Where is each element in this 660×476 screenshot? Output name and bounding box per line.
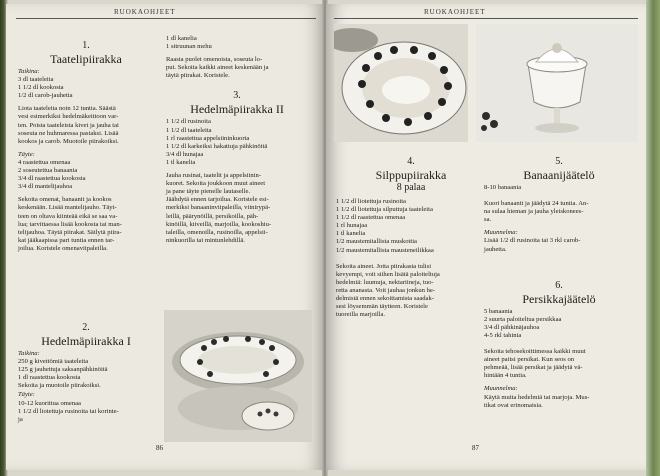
page-number: 87	[472, 444, 479, 452]
ingredient: 4 raastettua omenaa	[18, 158, 71, 166]
text-line: ninkuorilla tai mintunlehdillä.	[166, 236, 245, 244]
recipe-number: 6.	[555, 279, 563, 291]
header-rule	[334, 18, 638, 19]
ingredient: 1 dl kanelia	[166, 35, 197, 42]
instructions	[18, 105, 154, 145]
ingredient-list	[18, 76, 154, 100]
ingredient-list	[484, 308, 634, 340]
recipe-title: Taatelipiirakka	[50, 52, 122, 66]
ingredient: 1 1/2 dl kookosta	[18, 84, 64, 92]
text-line: Jauha rusinat, taatelit ja appelsiinin-	[166, 172, 262, 180]
text-line: kevyempi, voit siihen lisätä paloiteltuja	[336, 270, 440, 278]
instructions	[484, 348, 634, 380]
text-line: jauhetta.	[484, 245, 507, 253]
text-line: keskenään. Lisää mantelijauho. Täyt-	[18, 204, 117, 212]
recipe-number: 5.	[555, 156, 563, 167]
ingredient: 1 1/2 dl rusinoita	[166, 118, 211, 126]
ingredient-list	[484, 184, 634, 192]
recipe-title: Silppupiirakka	[375, 168, 447, 182]
ingredient-list	[18, 358, 154, 390]
left-column-1-recipe-2	[18, 322, 154, 429]
ingredient: 5 banaania	[484, 307, 513, 315]
text-line: ten. Poista taateleista kivet ja jauha tai	[18, 121, 119, 129]
text-line: aineet paitsi persikat. Kun seos on	[484, 356, 575, 364]
ingredient: 4-5 rkl tahinia	[484, 331, 522, 339]
text-line: Liota taateleita noin 12 tuntia. Säästä	[18, 105, 116, 113]
ingredient-list	[166, 35, 308, 51]
ingredient: 1 tl kanelia	[336, 230, 366, 238]
instructions	[166, 172, 308, 245]
ingredient: 2 soseutettua banaania	[18, 167, 78, 175]
section-label: Taikina:	[18, 68, 40, 75]
recipe-title: Hedelmäpiirakka II	[190, 102, 284, 117]
recipe-number: 1.	[82, 40, 90, 51]
ingredient: 1 dl raastettua kookosta	[18, 374, 81, 382]
left-column-2	[166, 35, 308, 250]
instructions	[484, 200, 634, 224]
instructions	[336, 263, 486, 320]
section-label: Täyte:	[18, 391, 35, 399]
text-line: Sekoita tehosekoittimessa kaikki muut	[484, 348, 586, 356]
ingredient: 3/4 dl mantelijauhoa	[18, 183, 73, 191]
text-line: kookos ja carob. Muotoile piirakoiksi.	[18, 137, 119, 145]
ingredient: 1 1/2 dl liotettuja rusinoita tai korinte-	[18, 407, 119, 415]
variant-label: Muunnelma:	[484, 229, 518, 237]
pie-photo	[164, 310, 312, 442]
recipe-title: Persikkajäätelö	[522, 291, 596, 306]
ingredient: 1 1/2 dl taateleita	[166, 126, 212, 134]
text-line: kinöillä, kiiveillä, marjoilla, kookoshiu-	[166, 220, 272, 228]
ingredient: 1 1/2 dl karkeiksi hakattuja pähkinöitä	[166, 142, 268, 150]
ingredient-list	[18, 400, 154, 424]
text-line: put. Sekoita kaikki aineet keskenään ja	[166, 64, 269, 72]
instructions	[166, 56, 308, 80]
text-line: tikat ovat erinomaisia.	[484, 401, 543, 409]
text-line: Käytä muita hedelmiä tai marjoja. Mus-	[484, 393, 590, 401]
text-line: leillä, päärynöillä, persikoilla, päh-	[166, 212, 259, 220]
book-cover-edge	[646, 0, 660, 476]
text-line: soseuta ne huhmaressa pastaksi. Lisää	[18, 129, 119, 137]
text-line: Jäähdytä ennen tarjoilua. Koristele esi-	[166, 196, 269, 204]
recipe-number: 2.	[82, 322, 90, 333]
ingredient: 1/2 maustemitallista muskottia	[336, 238, 417, 246]
ingredient: 3/4 dl pähkinäjauhoa	[484, 323, 540, 331]
text-line: joilua. Koristele omenaviipaleilla.	[18, 244, 108, 252]
text-line: sesi löysemmän täytteen. Koristele	[336, 303, 428, 311]
text-line: täytä piirakat. Koristele.	[166, 72, 230, 80]
ingredient: 3 dl taateleita	[18, 76, 54, 84]
text-line: merkiksi banaaninviipaleilla, viinirypä-	[166, 204, 271, 212]
ingredient: 10-12 kuorittua omenaa	[18, 399, 81, 407]
ingredient: 3/4 dl hunajaa	[166, 150, 204, 158]
text-line: Sekoita omenat, banaanit ja kookos	[18, 196, 112, 204]
text-line: hintään 4 tuntia.	[484, 372, 527, 380]
text-line: Sekoita aineet. Jotta piirakasta tulisi	[336, 262, 432, 270]
ingredient: 1 rl raastettua appelsiininkuorta	[166, 134, 250, 142]
ice-cream-photo	[476, 24, 638, 142]
text-line: retta ananasta. Voit jauhaa jonkun he-	[336, 286, 435, 294]
text-line: pehmeää, lisää persikat ja jäädytä vä-	[484, 364, 583, 372]
ingredient: Sekoita ja muotoile piirakoiksi.	[18, 382, 101, 390]
left-page	[6, 4, 324, 470]
ingredient: 8-10 banaania	[484, 184, 522, 191]
ingredient-list	[336, 198, 486, 255]
text-line: sa.	[484, 216, 492, 224]
right-column-2	[484, 156, 634, 415]
ingredient: 1 1/2 dl liotettuja rusinoita	[336, 198, 406, 205]
recipe-number: 4.	[407, 156, 415, 167]
recipe-title: Banaanijäätelö	[523, 168, 595, 182]
fruit-pie-photo	[334, 24, 468, 142]
instructions	[18, 196, 154, 253]
recipe-yield: 8 palaa	[396, 182, 426, 193]
text-line: kat jääkaapissa pari tuntia ennen tar-	[18, 236, 115, 244]
section-label: Täyte:	[18, 150, 35, 158]
recipe-title: Hedelmäpiirakka I	[41, 334, 131, 348]
text-line: teen on oltava kiinteää eikä se saa va-	[18, 212, 118, 220]
ingredient-list	[166, 118, 308, 167]
text-line: Lisää 1/2 dl rusinoita tai 3 rkl carob-	[484, 237, 581, 245]
left-column-1	[18, 40, 154, 258]
header-rule	[16, 18, 316, 19]
ingredient: 1 tl kanelia	[166, 158, 196, 166]
ingredient: 1/2 dl carob-jauhetta	[18, 92, 73, 100]
ingredient: 1 sitruunan mehu	[166, 43, 212, 51]
section-label: Taikina:	[18, 350, 40, 357]
text-line: vesi esimerkiksi hedelmäkeittoon var-	[18, 113, 119, 121]
recipe-number: 3.	[233, 90, 241, 102]
text-line: tuoreilla marjoilla.	[336, 311, 386, 319]
ingredient: ja	[18, 415, 23, 423]
ingredient: 1 1/2 dl raastettua omenaa	[336, 214, 406, 222]
running-header: RUOKAOHJEET	[424, 8, 486, 16]
variant-label: Muunnelma:	[484, 385, 518, 393]
ingredient: 125 g jauhettuja saksanpähkinöitä	[18, 366, 108, 374]
ingredient: 2 suurta paloiteltua persikkaa	[484, 315, 562, 323]
text-line: telijauhoa. Täytä piirakat. Säilytä piira-	[18, 228, 122, 236]
running-header: RUOKAOHJEET	[114, 8, 176, 16]
right-page	[326, 4, 646, 470]
variant-text	[484, 394, 634, 410]
ingredient-list	[18, 159, 154, 191]
ingredient: 250 g kivettömiä taateleita	[18, 358, 89, 366]
text-line: delmistä ennen sekoittamista saadak-	[336, 295, 434, 303]
ingredient: 1/2 maustemitallista mausteneilikkaa	[336, 246, 434, 254]
text-line: Raasta puolet omenoista, soseuta lo-	[166, 56, 263, 64]
text-line: kuoret. Sekoita joukkoon muut aineet	[166, 180, 266, 188]
page-number: 86	[156, 444, 163, 452]
text-line: na sulaa hieman ja jauha yleiskonees-	[484, 208, 584, 216]
ingredient: 3/4 dl raastettua kookosta	[18, 175, 86, 183]
text-line: ja pane täyte pienelle lautaselle.	[166, 188, 251, 196]
variant-text	[484, 237, 634, 253]
text-line: taleilla, omenoilla, rusinoilla, appelsii-	[166, 228, 268, 236]
ingredient: 1 1/2 dl liotettuja silputtuja taateleita	[336, 206, 433, 214]
ingredient: 1 rl hunajaa	[336, 222, 368, 230]
text-line: hedelmiä: luumuja, nektariineja, tuo-	[336, 278, 434, 286]
right-column-1	[336, 156, 486, 324]
text-line: lua; tarvittaessa lisää kookosta tai man-	[18, 220, 122, 228]
text-line: Kuori banaanit ja jäädytä 24 tuntia. An-	[484, 200, 589, 208]
